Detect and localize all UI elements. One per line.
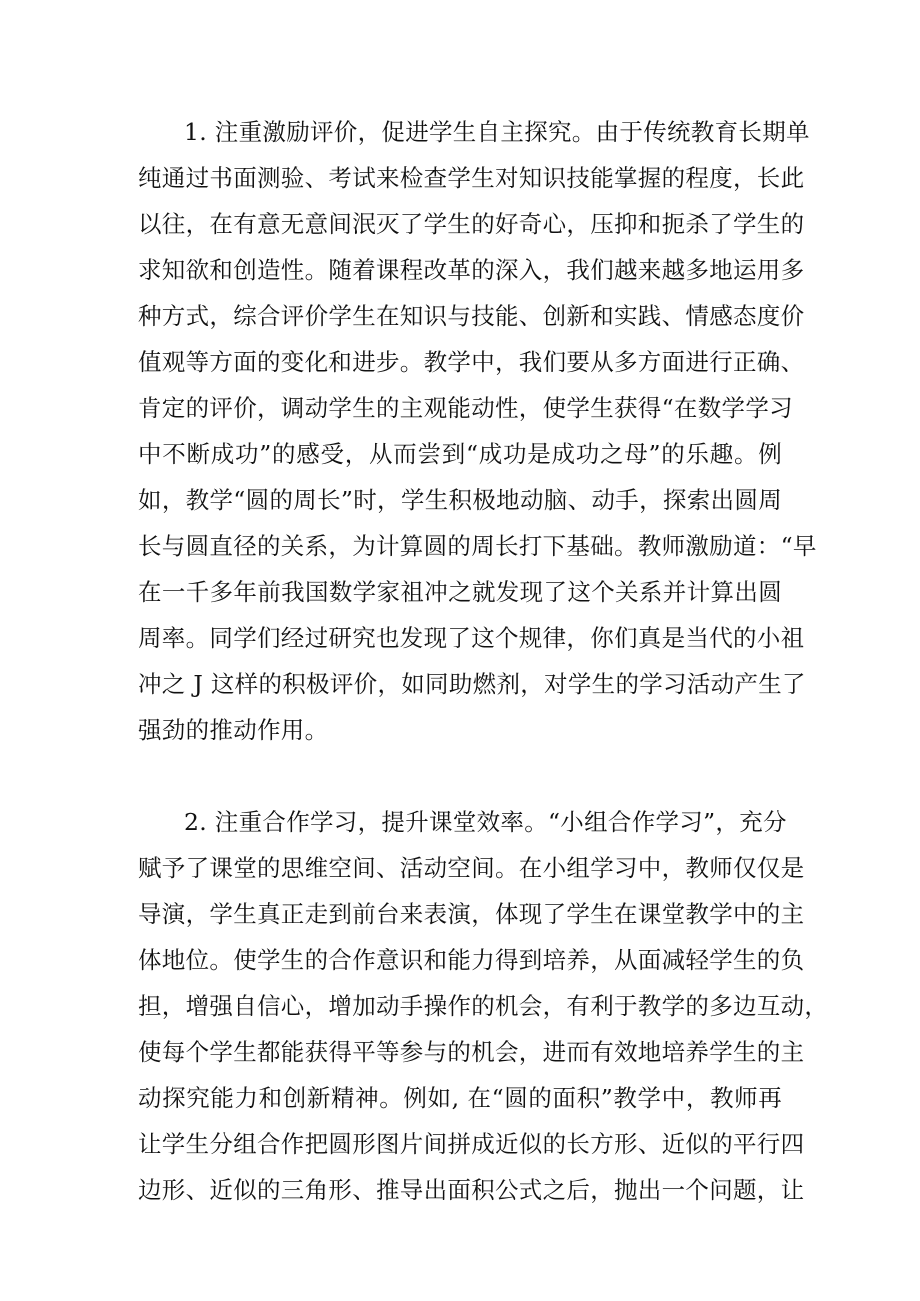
paragraph-2-line-6: 使每个学生都能获得平等参与的机会，进而有效地培养学生的主	[138, 1038, 805, 1066]
paragraph-2-line-2: 赋予了课堂的思维空间、活动空间。在小组学习中，教师仅仅是	[138, 854, 805, 882]
paragraph-1-line-2: 纯通过书面测验、考试来检查学生对知识技能掌握的程度，长此	[138, 164, 805, 192]
paragraph-1-line-7: 肯定的评价，调动学生的主观能动性，使学生获得“在数学学习	[138, 394, 793, 422]
paragraph-1-line-11: 在一千多年前我国数学家祖冲之就发现了这个关系并计算出圆	[138, 578, 782, 606]
paragraph-2-line-8: 让学生分组合作把圆形图片间拼成近似的长方形、近似的平行四	[138, 1130, 805, 1158]
paragraph-1-line-10: 长与圆直径的关系，为计算圆的周长打下基础。教师激励道：“早	[138, 532, 817, 560]
paragraph-2-line-4: 体地位。使学生的合作意识和能力得到培养，从面减轻学生的负	[138, 946, 805, 974]
paragraph-1-line-8: 中不断成功”的感受，从而尝到“成功是成功之母”的乐趣。例	[138, 440, 782, 468]
paragraph-2-line-7: 动探究能力和创新精神。例如, 在“圆的面积”教学中，教师再	[138, 1084, 782, 1112]
paragraph-2-line-3: 导演，学生真正走到前台来表演，体现了学生在课堂教学中的主	[138, 900, 805, 928]
paragraph-1-line-9: 如，教学“圆的周长”时，学生积极地动脑、动手，探索出圆周	[138, 486, 782, 514]
paragraph-1-line-13: 冲之 J 这样的积极评价，如同助燃剂，对学生的学习活动产生了	[138, 670, 806, 698]
paragraph-1-line-5: 种方式，综合评价学生在知识与技能、创新和实践、情感态度价	[138, 302, 805, 330]
paragraph-2-line-1: 2. 注重合作学习，提升课堂效率。“小组合作学习”，充分	[184, 808, 787, 836]
paragraph-2-line-9: 边形、近似的三角形、推导出面积公式之后，抛出一个问题，让	[138, 1176, 805, 1204]
paragraph-1-line-1: 1. 注重激励评价，促进学生自主探究。由于传统教育长期单	[184, 118, 810, 146]
paragraph-1-line-4: 求知欲和创造性。随着课程改革的深入，我们越来越多地运用多	[138, 256, 805, 284]
paragraph-1-line-14: 强劲的推动作用。	[138, 716, 329, 744]
paragraph-1-line-3: 以往，在有意无意间泯灭了学生的好奇心，压抑和扼杀了学生的	[138, 210, 805, 238]
paragraph-1-line-6: 值观等方面的变化和进步。教学中，我们要从多方面进行正确、	[138, 348, 805, 376]
paragraph-2-line-5: 担，增强自信心，增加动手操作的机会，有利于教学的多边互动，	[138, 992, 829, 1020]
paragraph-1-line-12: 周率。同学们经过研究也发现了这个规律，你们真是当代的小祖	[138, 624, 805, 652]
